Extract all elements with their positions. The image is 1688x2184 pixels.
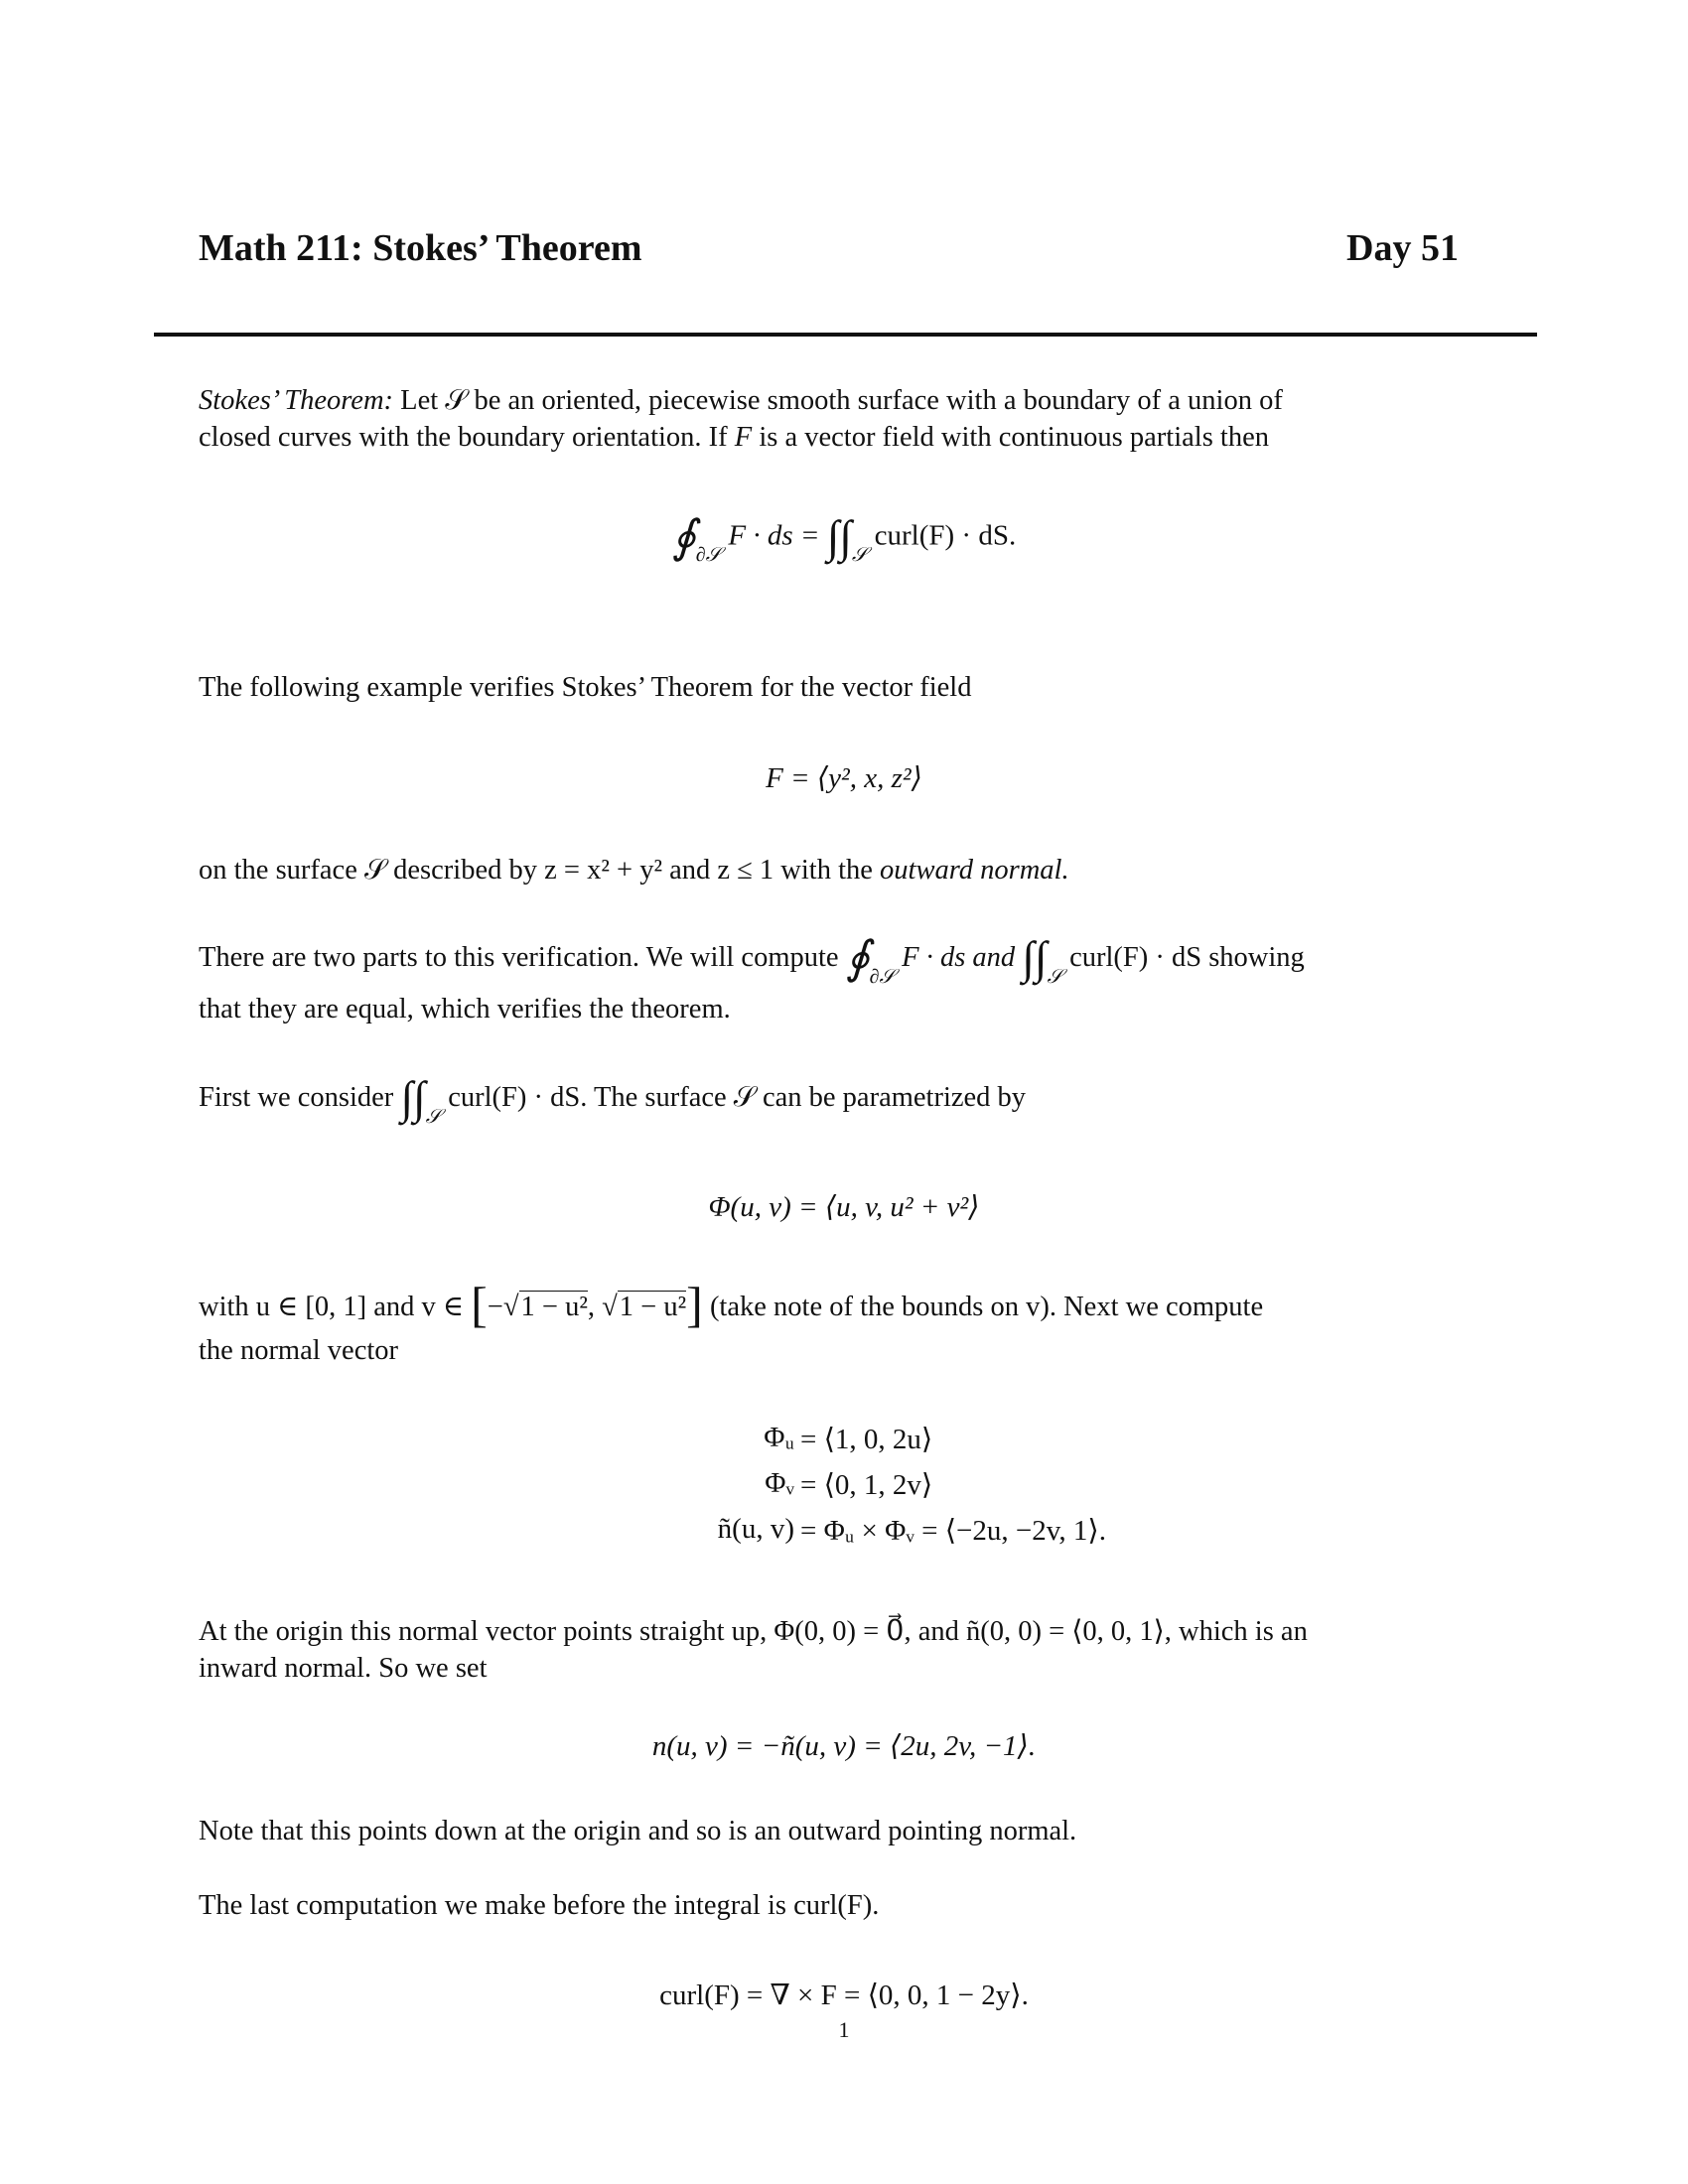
contour-integral-symbol: ∮	[845, 931, 870, 983]
math: , √	[587, 1292, 618, 1322]
equation-lhs: F · ds =	[728, 519, 820, 552]
bounds-line-2: the normal vector	[199, 1335, 399, 1366]
origin-line-2: inward normal. So we set	[199, 1653, 488, 1684]
theorem-label: Stokes’ Theorem:	[199, 385, 394, 416]
double-integral-symbol: ∫∫	[400, 1071, 426, 1123]
contour-integral-symbol: ∮	[671, 511, 696, 562]
curl-equation: curl(F) = ∇ × F = ⟨0, 0, 1 − 2y⟩.	[659, 1979, 1029, 2011]
integral-subscript: ∂𝒮	[695, 544, 722, 567]
radicand: 1 − u²	[619, 1292, 687, 1322]
last-computation-paragraph: The last computation we make before the integral is curl(F).	[199, 1890, 880, 1921]
page-number: 1	[838, 2017, 850, 2042]
example-intro: The following example verifies Stokes’ Theorem for the vector field	[199, 672, 972, 703]
integral-subscript: 𝒮	[1047, 965, 1062, 988]
surface-description	[199, 852, 1069, 888]
vector-field-equation: F = ⟨y², x, z²⟩	[766, 762, 922, 794]
text: on the surface 𝒮 described by z = x² + y² and z ≤ 1 with the	[199, 855, 881, 886]
integral-subscript: ∂𝒮	[869, 965, 896, 988]
ntilde-rhs: = Φᵤ × Φᵥ = ⟨−2u, −2v, 1⟩.	[800, 1515, 1106, 1547]
document-title: Math 211: Stokes’ Theorem	[199, 227, 642, 269]
ntilde-lhs: ñ(u, v)	[717, 1513, 794, 1545]
radicand: 1 − u²	[520, 1292, 588, 1322]
bracket: [	[471, 1276, 488, 1332]
bounds-line-1	[199, 1276, 1264, 1332]
note-paragraph: Note that this points down at the origin and so is an outward pointing normal.	[199, 1816, 1077, 1846]
double-integral-symbol: ∫∫	[826, 510, 852, 562]
outward-normal-equation: n(u, v) = −ñ(u, v) = ⟨2u, 2v, −1⟩.	[651, 1730, 1037, 1762]
integral-subscript: 𝒮	[425, 1105, 442, 1128]
phi-v-lhs: Φᵥ	[765, 1467, 794, 1499]
origin-line-1: At the origin this normal vector points straight up, Φ(0, 0) = 0⃗, and ñ(0, 0) = ⟨0, 0, 1⟩, which is an	[199, 1616, 1308, 1647]
two-parts-line-1	[199, 931, 1305, 988]
theorem-line-1	[199, 382, 1283, 419]
phi-v-rhs: = ⟨0, 1, 2v⟩	[800, 1469, 933, 1501]
parametrization-equation: Φ(u, v) = ⟨u, v, u² + v²⟩	[708, 1191, 980, 1223]
math-var: F	[734, 422, 753, 453]
emphasis: outward normal.	[880, 855, 1069, 886]
header-rule	[154, 333, 1537, 337]
text: First we consider	[199, 1082, 394, 1113]
phi-u-rhs: = ⟨1, 0, 2u⟩	[800, 1424, 933, 1455]
two-parts-line-2: that they are equal, which verifies the theorem.	[199, 994, 731, 1024]
bracket: ]	[686, 1276, 703, 1332]
equation-rhs: curl(F) · dS.	[874, 519, 1017, 552]
theorem-text: closed curves with the boundary orientation. If	[199, 422, 735, 453]
double-integral-symbol: ∫∫	[1022, 931, 1048, 983]
math: −√	[487, 1292, 519, 1322]
text: F · ds and	[902, 942, 1016, 973]
integral-subscript: 𝒮	[851, 544, 868, 567]
text: There are two parts to this verification. We will compute	[199, 942, 839, 973]
theorem-line-2	[199, 419, 1269, 456]
text: with u ∈ [0, 1] and v ∈	[199, 1292, 464, 1322]
theorem-text: is a vector field with continuous partials then	[752, 422, 1269, 453]
day-label: Day 51	[1346, 227, 1459, 269]
phi-u-lhs: Φᵤ	[764, 1422, 794, 1453]
text: curl(F) · dS showing	[1069, 942, 1305, 973]
text: curl(F) · dS. The surface 𝒮 can be parametrized by	[448, 1082, 1027, 1113]
first-consider	[199, 1071, 1027, 1128]
text: (take note of the bounds on v). Next we compute	[709, 1292, 1264, 1322]
theorem-text: Let 𝒮 be an oriented, piecewise smooth surface with a boundary of a union of	[393, 385, 1283, 416]
stokes-equation	[0, 511, 1688, 565]
